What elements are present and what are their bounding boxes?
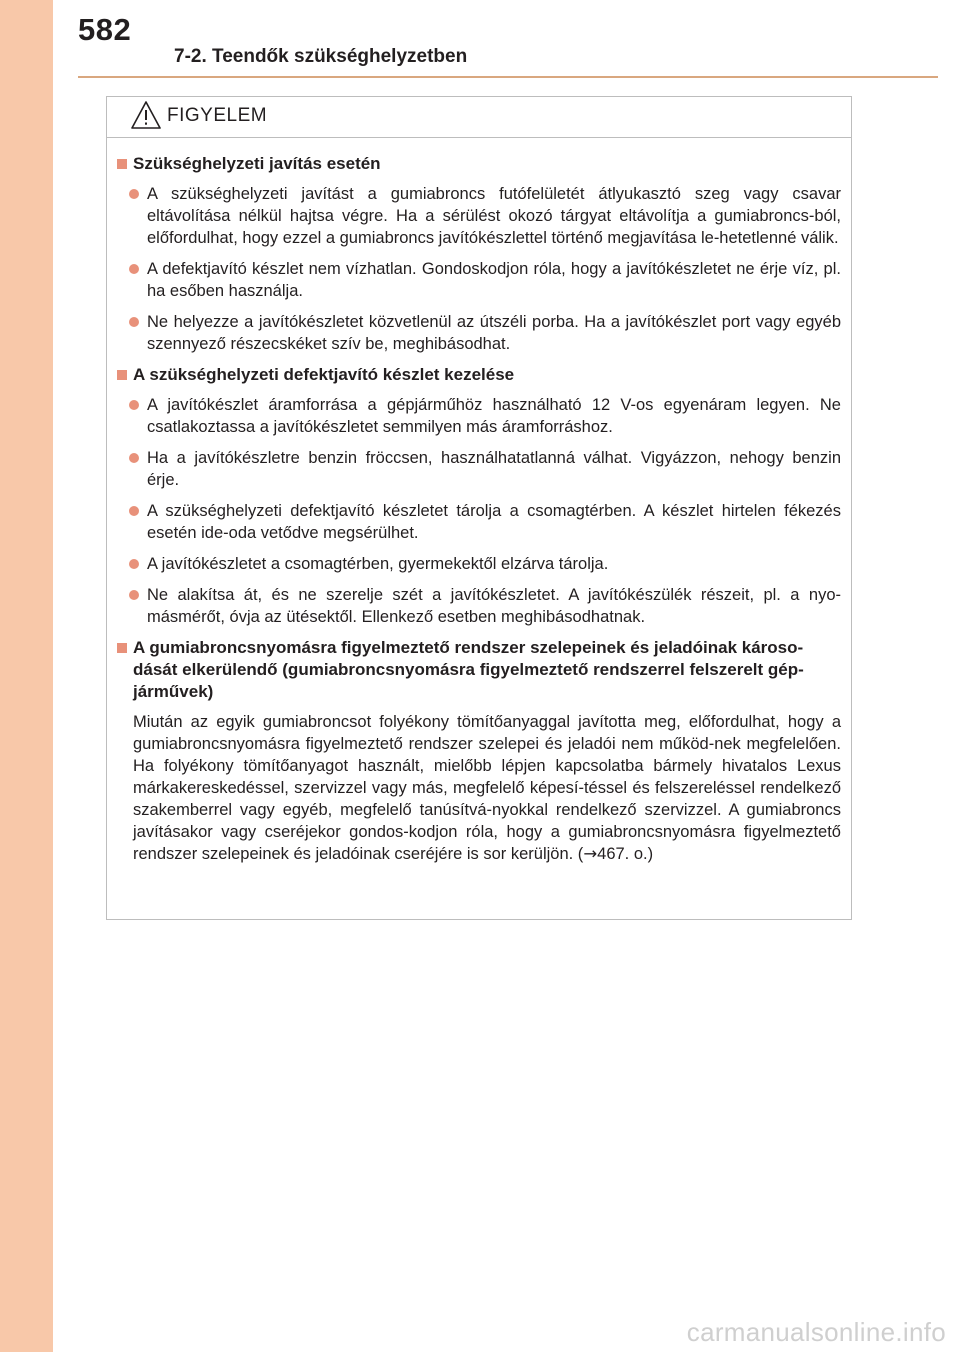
square-bullet-icon	[117, 159, 127, 169]
list-item-text: Ne alakítsa át, és ne szerelje szét a javítókészletet. A javítókészülék részeit, pl. a nyo-másmérőt, óvja az ütésektől. Ellenkező esetben meghibásodhatnak.	[147, 586, 841, 626]
watermark: carmanualsonline.info	[686, 1317, 946, 1347]
list-item-text: A szükséghelyzeti javítást a gumiabroncs futófelületét átlyukasztó szeg vagy csavar eltávolítása nélkül hajtsa végre. Ha a sérülést okozó tárgyat eltávolítja a gumiabroncs-ból, előfordulhat, hogy ezzel a gumiabroncs javítókészlettel történő megjavítása le-hetetlenné válik.	[147, 185, 841, 247]
section-heading	[117, 637, 841, 703]
round-bullet-icon	[129, 506, 139, 516]
round-bullet-icon	[129, 317, 139, 327]
list-item	[129, 258, 841, 302]
page-reference-link[interactable]: 467. o.)	[597, 845, 654, 863]
list-item	[129, 447, 841, 491]
warning-body	[107, 138, 851, 865]
section-title: 7-2. Teendők szükséghelyzetben	[174, 46, 468, 67]
paragraph-text: Miután az egyik gumiabroncsot folyékony tömítőanyaggal javította meg, előfordulhat, hogy a gumiabroncsnyomásra figyelmeztető rendszer szelepei és jeladói nem működ-nek megfelelően. Ha folyékony tömítőanyagot használt, mielőbb lépjen kapcsolatba bármely hivatalos Lexus márkakereskedéssel, szervizzel vagy más, megfelelő képesí-téssel és felszereléssel rendelkező szakemberrel vagy egyéb, megfelelő tanúsítvá-nyokkal rendelkező szervizzel. A gumiabroncs javításakor vagy cseréjekor gondos-kodjon róla, hogy a gumiabroncsnyomásra figyelmeztető rendszer szelepeinek és jeladóinak cseréjére is sor kerüljön. (	[133, 713, 841, 863]
list-item	[129, 183, 841, 249]
page-header	[78, 10, 938, 80]
round-bullet-icon	[129, 559, 139, 569]
section-heading-text: A szükséghelyzeti defektjavító készlet kezelése	[133, 365, 515, 384]
page-number: 582	[78, 12, 132, 47]
list-item-text: Ha a javítókészletre benzin fröccsen, használhatatlanná válhat. Vigyázzon, nehogy benzin érje.	[147, 449, 841, 489]
warning-label: FIGYELEM	[167, 105, 268, 126]
warning-header	[107, 97, 851, 138]
warning-box	[106, 96, 852, 920]
list-item-text: A szükséghelyzeti defektjavító készletet tárolja a csomagtérben. A készlet hirtelen fékezés esetén ide-oda vetődve megsérülhet.	[147, 502, 841, 542]
round-bullet-icon	[129, 400, 139, 410]
list-item-text: A javítókészlet áramforrása a gépjárműhöz használható 12 V-os egyenáram legyen. Ne csatlakoztassa a javítókészletet semmilyen más áramforráshoz.	[147, 396, 841, 436]
warning-triangle-icon	[130, 99, 162, 131]
square-bullet-icon	[117, 370, 127, 380]
list-item	[129, 553, 841, 575]
square-bullet-icon	[117, 643, 127, 653]
list-item	[129, 394, 841, 438]
section-heading	[117, 153, 841, 175]
round-bullet-icon	[129, 590, 139, 600]
round-bullet-icon	[129, 453, 139, 463]
list-item-text: Ne helyezze a javítókészletet közvetlenül az útszéli porba. Ha a javítókészlet port vagy egyéb szennyező részecskéket szív be, meghibásodhat.	[147, 313, 841, 353]
list-item	[129, 500, 841, 544]
section-heading-text: Szükséghelyzeti javítás esetén	[133, 154, 381, 173]
round-bullet-icon	[129, 189, 139, 199]
paragraph	[133, 711, 841, 865]
list-item-text: A defektjavító készlet nem vízhatlan. Gondoskodjon róla, hogy a javítókészletet ne érje víz, pl. ha esőben használja.	[147, 260, 841, 300]
reference-arrow-icon: →	[583, 844, 598, 863]
side-color-band	[0, 0, 53, 1352]
section-heading-text: A gumiabroncsnyomásra figyelmeztető rendszer szelepeinek és jeladóinak károso-dását elkerülendő (gumiabroncsnyomásra figyelmeztető rendszerrel felszerelt gép-járművek)	[133, 638, 804, 701]
section-heading	[117, 364, 841, 386]
list-item-text: A javítókészletet a csomagtérben, gyermekektől elzárva tárolja.	[147, 555, 609, 573]
round-bullet-icon	[129, 264, 139, 274]
list-item	[129, 311, 841, 355]
list-item	[129, 584, 841, 628]
header-divider	[78, 76, 938, 78]
